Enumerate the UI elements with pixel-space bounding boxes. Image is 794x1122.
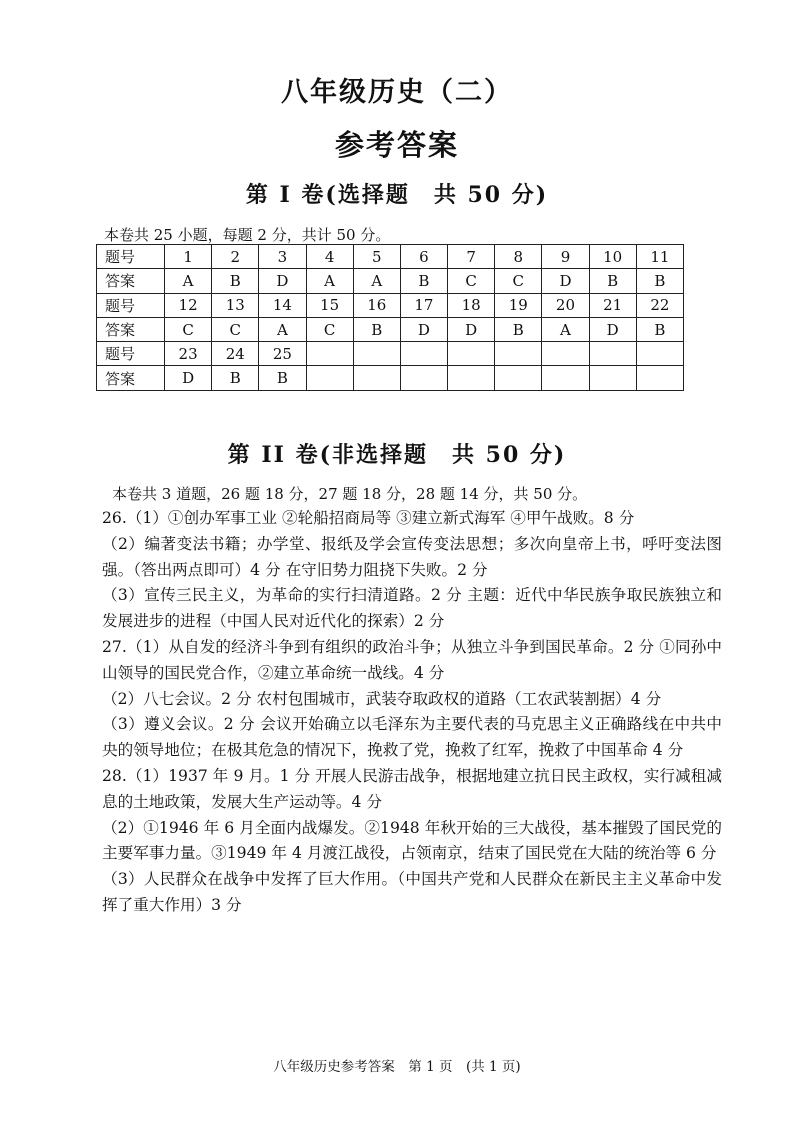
table-cell: D xyxy=(259,269,306,293)
table-cell: 2 xyxy=(212,245,259,269)
answer-paragraph: （3）宣传三民主义，为革命的实行扫清道路。2 分 主题：近代中华民族争取民族独立和发展进步的进程（中国人民对近代化的探索）2 分 xyxy=(102,586,722,631)
table-cell xyxy=(306,366,353,390)
answer-paragraph: （2）编著变法书籍；办学堂、报纸及学会宣传变法思想；多次向皇帝上书，呼吁变法图强。（答出两点即可）4 分 在守旧势力阻挠下失败。2 分 xyxy=(102,534,722,579)
row-header-cell: 题号 xyxy=(97,342,165,366)
table-cell: 8 xyxy=(495,245,542,269)
table-cell: 24 xyxy=(212,342,259,366)
answer-paragraph: （3）遵义会议。2 分 会议开始确立以毛泽东为主要代表的马克思主义正确路线在中共中央的领导地位；在极其危急的情况下，挽救了党，挽救了红军，挽救了中国革命 4 分 xyxy=(102,715,722,760)
document-title: 八年级历史（二） xyxy=(281,77,513,108)
table-cell: 17 xyxy=(400,293,447,317)
row-header-cell: 答案 xyxy=(97,366,165,390)
table-cell: B xyxy=(636,317,683,341)
table-cell: C xyxy=(212,317,259,341)
answer-paragraph: （2）八七会议。2 分 农村包围城市，武装夺取政权的道路（工农武装割据）4 分 xyxy=(102,689,662,708)
table-cell: B xyxy=(259,366,306,390)
table-cell: 25 xyxy=(259,342,306,366)
document-subtitle: 参考答案 xyxy=(334,128,459,162)
answer-paragraph: （2）①1946 年 6 月全面内战爆发。②1948 年秋开始的三大战役，基本摧毁了国民党的主要军事力量。③1949 年 4 月渡江战役，占领南京，结束了国民党在大陆的统治等 6 分 xyxy=(102,818,722,863)
table-cell: A xyxy=(542,317,589,341)
row-header-cell: 答案 xyxy=(97,317,165,341)
table-cell xyxy=(495,342,542,366)
answer-paragraph: 28.（1）1937 年 9 月。1 分 开展人民游击战争，根据地建立抗日民主政权，实行减租减息的土地政策，发展大生产运动等。4 分 xyxy=(102,766,722,811)
table-cell: B xyxy=(353,317,400,341)
answer-paragraph: （3）人民群众在战争中发挥了巨大作用。（中国共产党和人民群众在新民主主义革命中发挥了重大作用）3 分 xyxy=(102,870,722,914)
table-cell: D xyxy=(589,317,636,341)
table-cell: 4 xyxy=(306,245,353,269)
table-cell: 22 xyxy=(636,293,683,317)
table-cell: B xyxy=(636,269,683,293)
table-cell: C xyxy=(448,269,495,293)
table-cell xyxy=(542,342,589,366)
table-cell xyxy=(589,366,636,390)
table-cell xyxy=(448,342,495,366)
answer-paragraph: 27.（1）从自发的经济斗争到有组织的政治斗争；从独立斗争到国民革命。2 分 ①同孙中山领导的国民党合作，②建立革命统一战线。4 分 xyxy=(102,637,722,682)
table-cell xyxy=(400,366,447,390)
table-cell: B xyxy=(212,366,259,390)
table-cell: 5 xyxy=(353,245,400,269)
row-header-cell: 题号 xyxy=(97,293,165,317)
table-cell: 15 xyxy=(306,293,353,317)
table-cell: A xyxy=(306,269,353,293)
row-header-cell: 答案 xyxy=(97,269,165,293)
table-cell xyxy=(495,366,542,390)
table-row xyxy=(97,342,684,366)
table-cell: 7 xyxy=(448,245,495,269)
answer-paragraph: 26.（1）①创办军事工业 ②轮船招商局等 ③建立新式海军 ④甲午战败。8 分 xyxy=(102,509,635,527)
table-cell: 16 xyxy=(353,293,400,317)
table-cell xyxy=(636,342,683,366)
table-cell: 21 xyxy=(589,293,636,317)
table-cell: 23 xyxy=(165,342,212,366)
table-cell: 12 xyxy=(165,293,212,317)
part2-answers xyxy=(102,506,722,919)
table-cell: B xyxy=(589,269,636,293)
answer-table xyxy=(96,244,684,391)
table-cell: B xyxy=(212,269,259,293)
table-row xyxy=(97,366,684,390)
table-cell: A xyxy=(353,269,400,293)
table-cell: B xyxy=(495,317,542,341)
part2-intro: 本卷共 3 道题，26 题 18 分，27 题 18 分，28 题 14 分，共 50 分。 xyxy=(112,485,588,503)
table-row xyxy=(97,293,684,317)
table-cell: 18 xyxy=(448,293,495,317)
table-cell: D xyxy=(448,317,495,341)
part2-title: 第 II 卷(非选择题 共 50 分) xyxy=(227,442,567,468)
part1-title: 第 I 卷(选择题 共 50 分) xyxy=(245,182,549,208)
table-cell xyxy=(542,366,589,390)
table-row xyxy=(97,269,684,293)
part1-intro: 本卷共 25 小题，每题 2 分，共计 50 分。 xyxy=(104,226,391,244)
table-cell: 1 xyxy=(165,245,212,269)
table-cell: B xyxy=(400,269,447,293)
table-cell xyxy=(353,366,400,390)
table-cell xyxy=(400,342,447,366)
table-cell: 11 xyxy=(636,245,683,269)
table-cell: A xyxy=(165,269,212,293)
table-cell: 6 xyxy=(400,245,447,269)
page-footer: 八年级历史参考答案 第 1 页 (共 1 页) xyxy=(273,1059,521,1075)
answer-table-body xyxy=(97,245,684,391)
table-cell: D xyxy=(400,317,447,341)
table-cell: C xyxy=(495,269,542,293)
table-cell: C xyxy=(165,317,212,341)
table-cell: 13 xyxy=(212,293,259,317)
table-cell: C xyxy=(306,317,353,341)
table-cell: 3 xyxy=(259,245,306,269)
table-cell: 20 xyxy=(542,293,589,317)
table-cell: D xyxy=(165,366,212,390)
table-cell: 10 xyxy=(589,245,636,269)
table-cell: A xyxy=(259,317,306,341)
table-cell xyxy=(353,342,400,366)
table-row xyxy=(97,317,684,341)
table-cell xyxy=(306,342,353,366)
table-cell: 19 xyxy=(495,293,542,317)
table-cell: D xyxy=(542,269,589,293)
row-header-cell: 题号 xyxy=(97,245,165,269)
table-cell xyxy=(636,366,683,390)
table-row xyxy=(97,245,684,269)
table-cell: 9 xyxy=(542,245,589,269)
table-cell xyxy=(448,366,495,390)
table-cell: 14 xyxy=(259,293,306,317)
table-cell xyxy=(589,342,636,366)
